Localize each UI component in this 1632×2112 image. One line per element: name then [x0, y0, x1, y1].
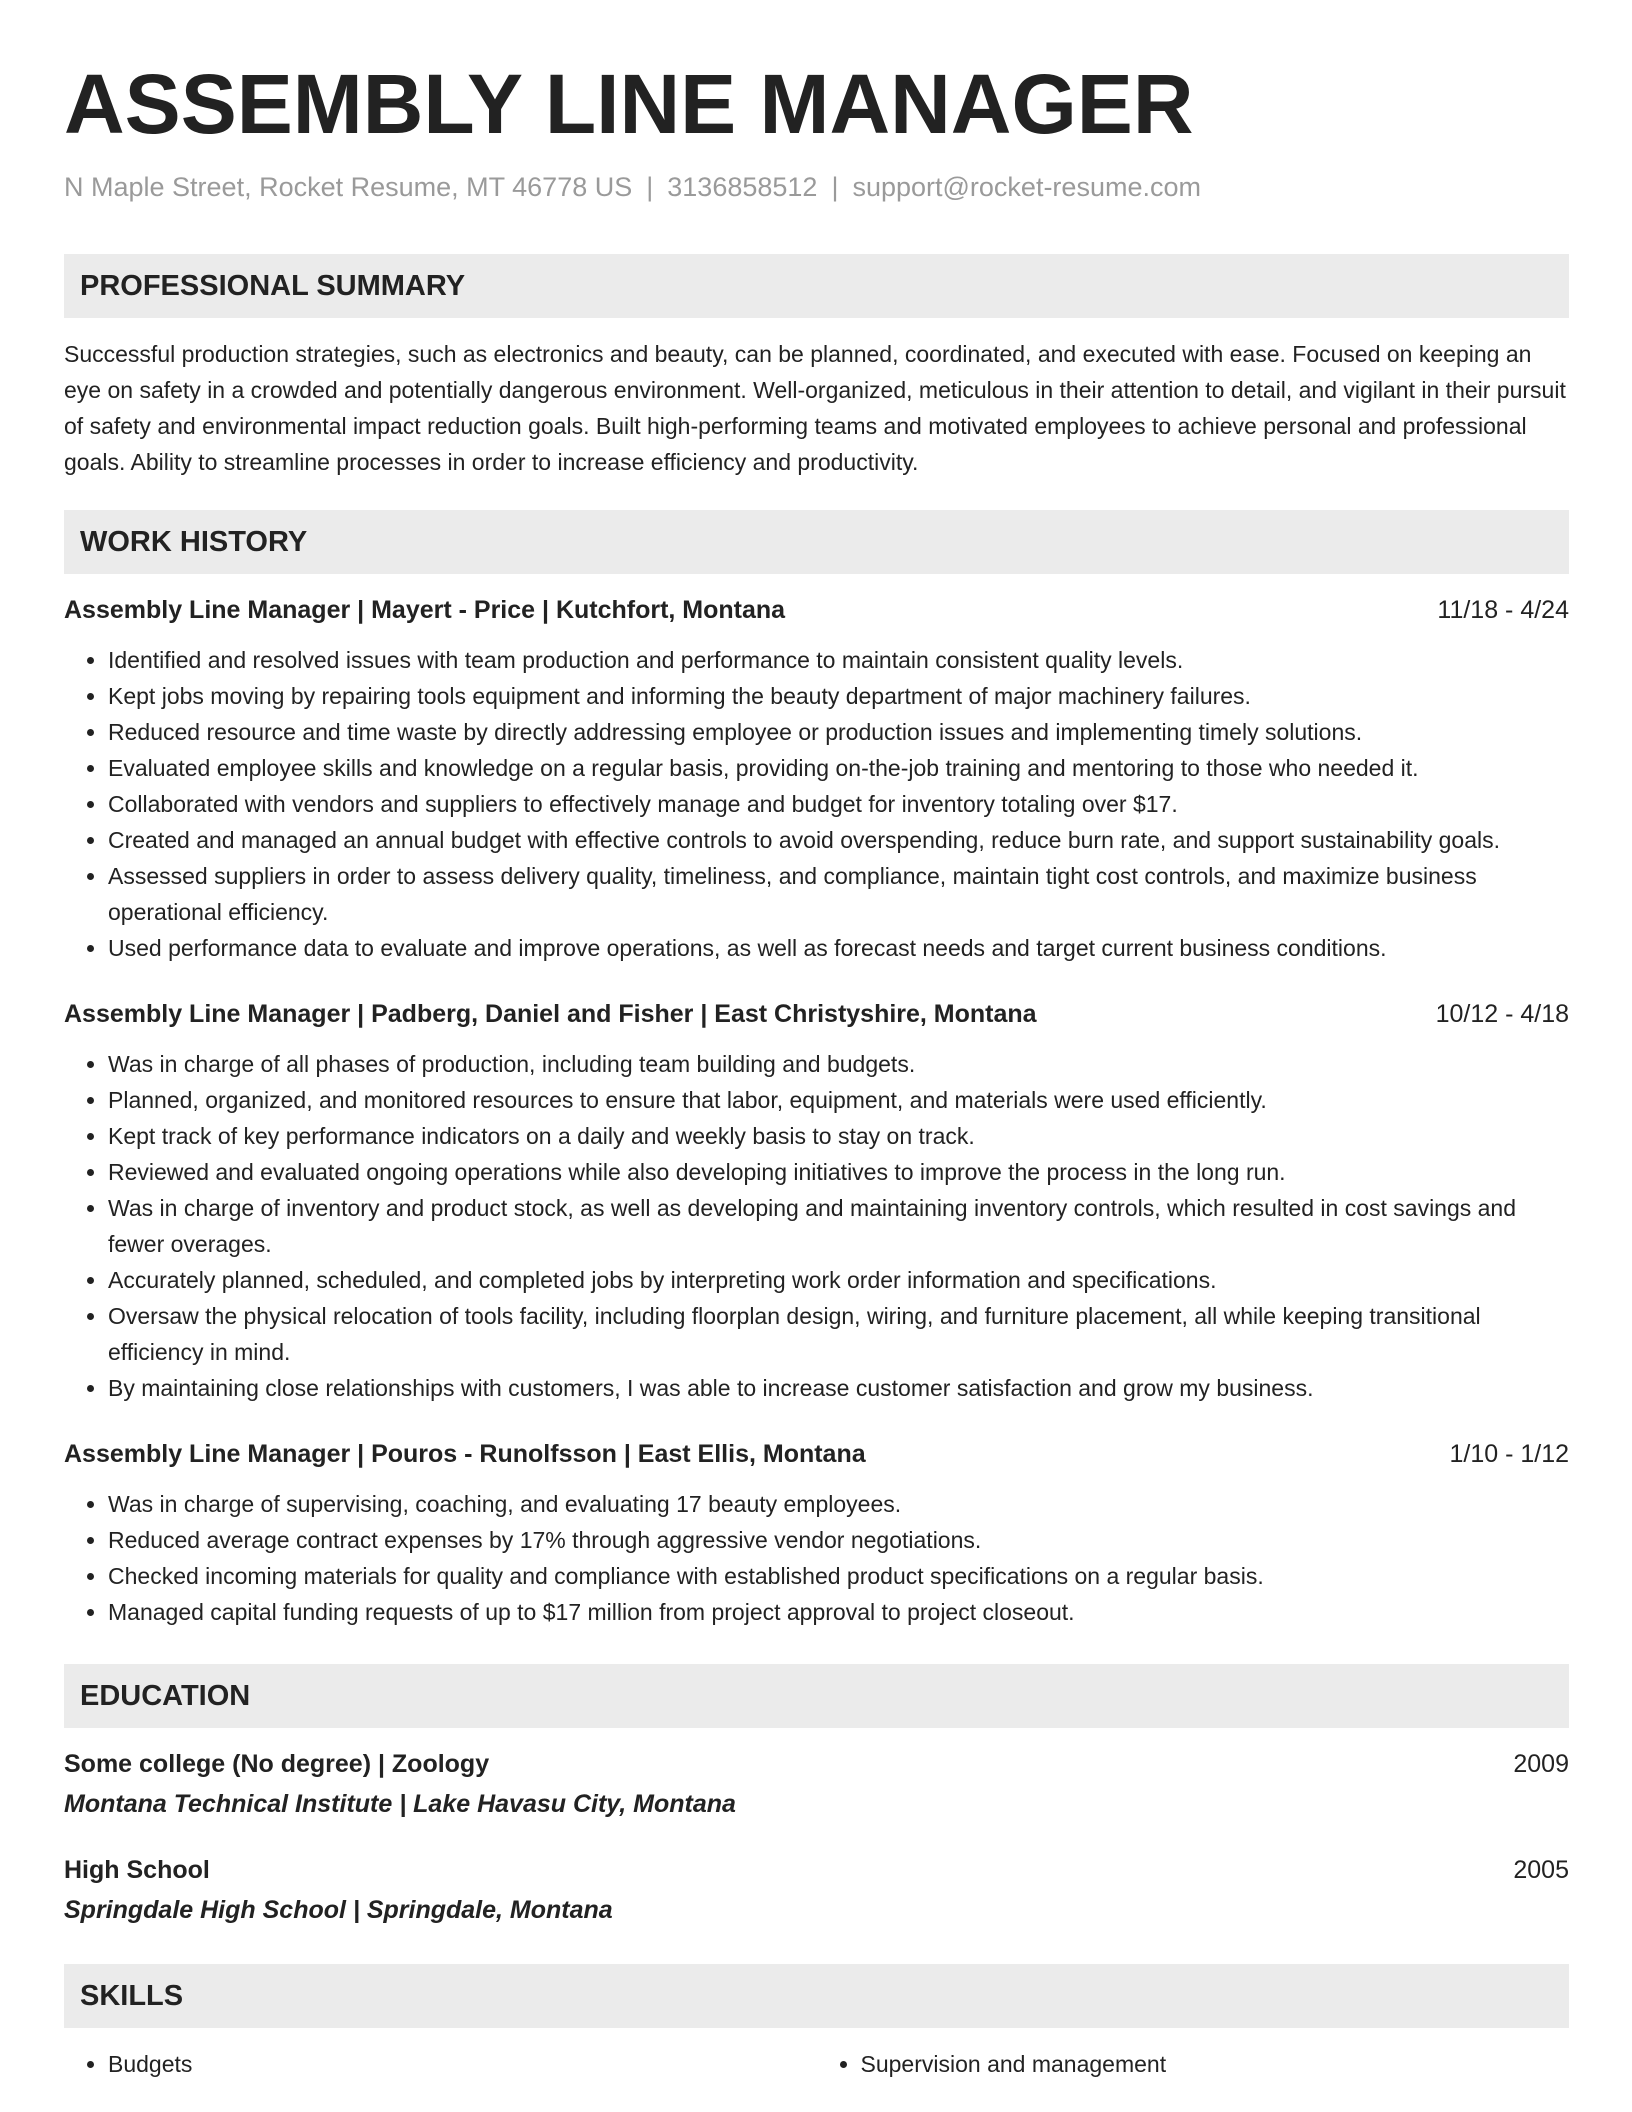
education-degree: Some college (No degree) | Zoology	[64, 1750, 490, 1778]
education-header	[64, 1852, 1569, 1888]
skills-column-right	[817, 2046, 1570, 2082]
job-bullet: • By maintaining close relationships with customers, I was able to increase customer satisfaction and grow my business.	[108, 1370, 1569, 1406]
skill-item: • Budgets	[108, 2046, 817, 2082]
job-bullets	[64, 1486, 1569, 1630]
section-header-education: EDUCATION	[64, 1664, 1569, 1728]
contact-separator: |	[831, 172, 839, 202]
job-title: Assembly Line Manager | Mayert - Price | Kutchfort, Montana	[64, 596, 786, 624]
job-dates: 10/12 - 4/18	[1435, 1000, 1569, 1028]
education-school: Springdale High School | Springdale, Montana	[64, 1896, 613, 1924]
job-bullet: • Planned, organized, and monitored resources to ensure that labor, equipment, and materials were used efficiently.	[108, 1082, 1569, 1118]
contact-separator: |	[646, 172, 654, 202]
skill-item: • Supervision and management	[861, 2046, 1570, 2082]
job-header	[64, 592, 1569, 628]
job-header	[64, 1436, 1569, 1472]
job-bullet: • Assessed suppliers in order to assess delivery quality, timeliness, and compliance, maintain tight cost controls, and maximize business operational efficiency.	[108, 858, 1569, 930]
section-header-summary: PROFESSIONAL SUMMARY	[64, 254, 1569, 318]
job-bullets	[64, 1046, 1569, 1406]
job-bullet: • Checked incoming materials for quality and compliance with established product specifications on a regular basis.	[108, 1558, 1569, 1594]
summary-text: Successful production strategies, such as electronics and beauty, can be planned, coordinated, and executed with ease. Focused on keeping an eye on safety in a crowded and potentially dangerous environment. Well-organized, meticulous in their attention to detail, and vigilant in their pursuit of safety and environmental impact reduction goals. Built high-performing teams and motivated employees to achieve personal and professional goals. Ability to streamline processes in order to increase efficiency and productivity.	[64, 341, 1566, 475]
job-bullet: • Managed capital funding requests of up to $17 million from project approval to project closeout.	[108, 1594, 1569, 1630]
job-bullet: • Identified and resolved issues with team production and performance to maintain consistent quality levels.	[108, 642, 1569, 678]
job-bullet: • Created and managed an annual budget with effective controls to avoid overspending, reduce burn rate, and support sustainability goals.	[108, 822, 1569, 858]
skills-list	[64, 2046, 1569, 2082]
job-entry	[64, 1436, 1569, 1630]
job-entry	[64, 996, 1569, 1406]
contact-address: N Maple Street, Rocket Resume, MT 46778 US	[64, 172, 633, 202]
job-bullet: • Reviewed and evaluated ongoing operations while also developing initiatives to improve the process in the long run.	[108, 1154, 1569, 1190]
job-bullet: • Kept jobs moving by repairing tools equipment and informing the beauty department of major machinery failures.	[108, 678, 1569, 714]
job-bullet: • Was in charge of inventory and product stock, as well as developing and maintaining inventory controls, which resulted in cost savings and fewer overages.	[108, 1190, 1569, 1262]
contact-phone: 3136858512	[667, 172, 818, 202]
job-bullet: • Accurately planned, scheduled, and completed jobs by interpreting work order information and specifications.	[108, 1262, 1569, 1298]
education-header	[64, 1746, 1569, 1782]
job-bullets	[64, 642, 1569, 966]
skills-column-left	[64, 2046, 817, 2082]
contact-email: support@rocket-resume.com	[852, 172, 1201, 202]
education-year: 2009	[1513, 1750, 1569, 1778]
job-bullet: • Kept track of key performance indicators on a daily and weekly basis to stay on track.	[108, 1118, 1569, 1154]
section-header-skills: SKILLS	[64, 1964, 1569, 2028]
education-year: 2005	[1513, 1856, 1569, 1884]
job-bullet: • Evaluated employee skills and knowledge on a regular basis, providing on-the-job training and mentoring to those who needed it.	[108, 750, 1569, 786]
education-entry	[64, 1746, 1569, 1822]
job-bullet: • Reduced resource and time waste by directly addressing employee or production issues and implementing timely solutions.	[108, 714, 1569, 750]
education-degree: High School	[64, 1856, 210, 1884]
resume-name: ASSEMBLY LINE MANAGER	[64, 57, 1194, 151]
job-bullet: • Was in charge of supervising, coaching, and evaluating 17 beauty employees.	[108, 1486, 1569, 1522]
job-bullet: • Reduced average contract expenses by 17% through aggressive vendor negotiations.	[108, 1522, 1569, 1558]
job-title: Assembly Line Manager | Pouros - Runolfsson | East Ellis, Montana	[64, 1440, 866, 1468]
job-entry	[64, 592, 1569, 966]
job-header	[64, 996, 1569, 1032]
education-entry	[64, 1852, 1569, 1928]
job-bullet: • Collaborated with vendors and suppliers to effectively manage and budget for inventory totaling over $17.	[108, 786, 1569, 822]
contact-line	[64, 170, 1569, 204]
education-school: Montana Technical Institute | Lake Havasu City, Montana	[64, 1790, 736, 1818]
job-bullet: • Oversaw the physical relocation of tools facility, including floorplan design, wiring, and furniture placement, all while keeping transitional efficiency in mind.	[108, 1298, 1569, 1370]
job-bullet: • Was in charge of all phases of production, including team building and budgets.	[108, 1046, 1569, 1082]
job-dates: 1/10 - 1/12	[1449, 1440, 1569, 1468]
job-bullet: • Used performance data to evaluate and improve operations, as well as forecast needs and target current business conditions.	[108, 930, 1569, 966]
job-title: Assembly Line Manager | Padberg, Daniel and Fisher | East Christyshire, Montana	[64, 1000, 1037, 1028]
job-dates: 11/18 - 4/24	[1437, 596, 1569, 624]
section-header-work-history: WORK HISTORY	[64, 510, 1569, 574]
